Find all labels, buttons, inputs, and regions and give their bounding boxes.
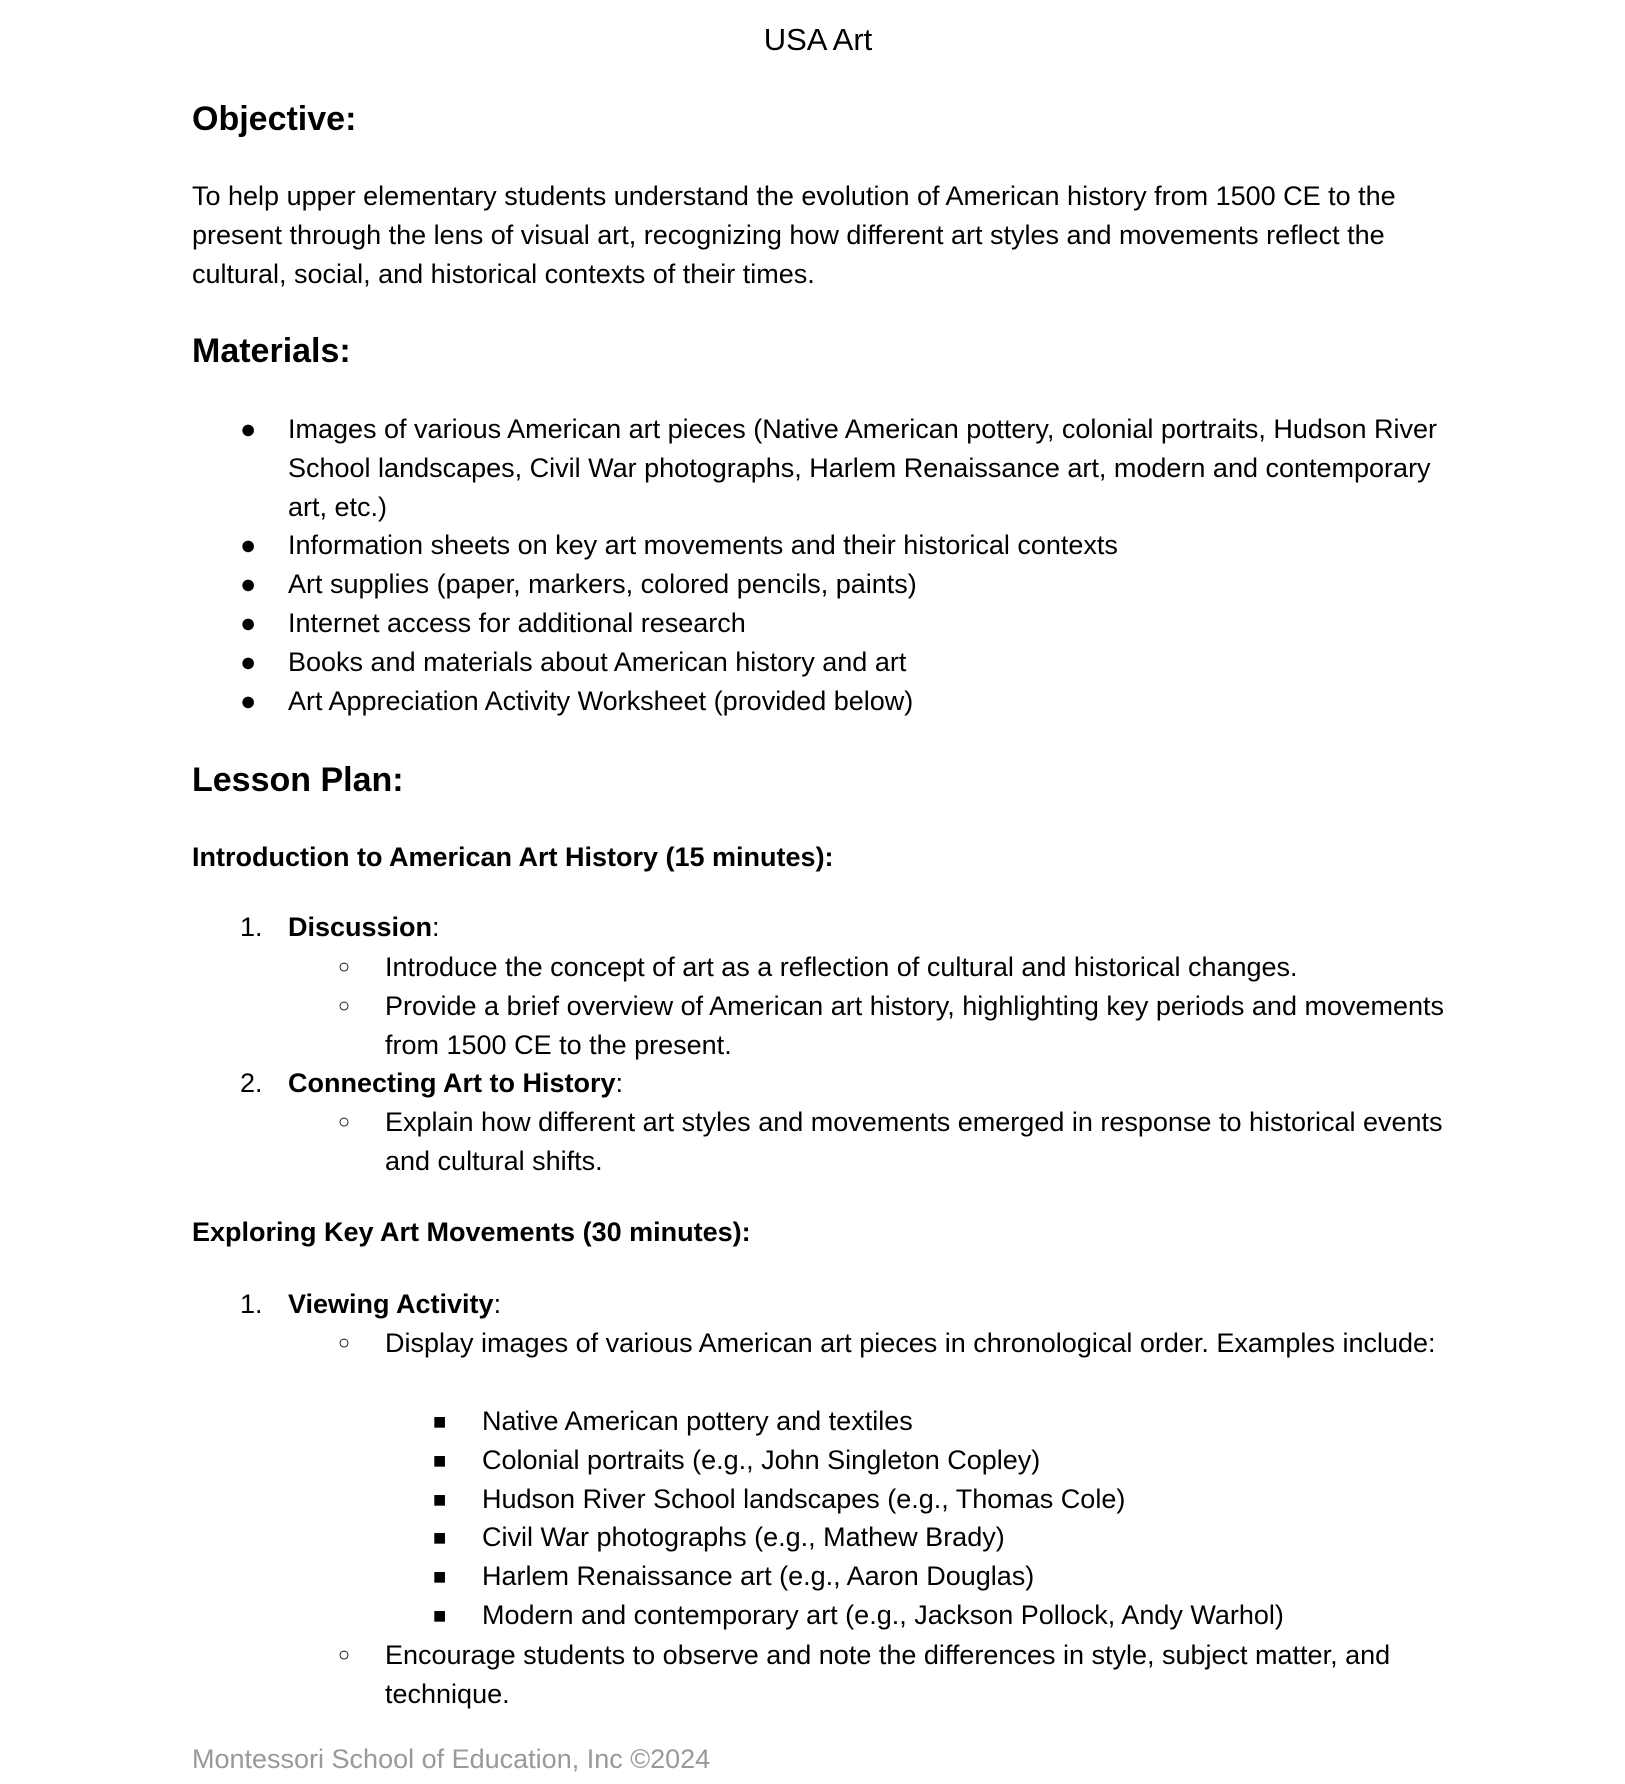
square-bullet-icon: ■ xyxy=(433,1448,447,1473)
bullet-icon: ● xyxy=(240,530,257,560)
list-item: Art Appreciation Activity Worksheet (provided below) xyxy=(288,686,914,716)
list-item: Books and materials about American history and art xyxy=(288,647,907,677)
bullet-icon: ● xyxy=(240,686,257,716)
list-item: Art supplies (paper, markers, colored pencils, paints) xyxy=(288,569,917,599)
step-title xyxy=(288,908,1448,947)
materials-heading: Materials: xyxy=(192,332,351,370)
colon: : xyxy=(615,1068,624,1098)
example-item: Modern and contemporary art (e.g., Jackson Pollock, Andy Warhol) xyxy=(482,1600,1284,1630)
example-item: Native American pottery and textiles xyxy=(482,1406,913,1436)
circle-bullet-icon: ○ xyxy=(338,1644,351,1666)
list-item: Provide a brief overview of American art history, highlighting key periods and movements from 1500 CE to the present. xyxy=(385,991,1445,1060)
list-item: Images of various American art pieces (Native American pottery, colonial portraits, Hudson River School landscapes, Civil War photographs, Harlem Renaissance art, modern and contemporary art, etc.) xyxy=(288,414,1437,522)
square-bullet-icon: ■ xyxy=(433,1409,447,1434)
explore-heading: Exploring Key Art Movements (30 minutes): xyxy=(192,1217,751,1247)
circle-bullet-icon: ○ xyxy=(338,1111,351,1133)
bullet-icon: ● xyxy=(240,608,257,638)
bullet-icon: ● xyxy=(240,414,257,444)
step-label: Viewing Activity xyxy=(288,1289,494,1319)
list-item: Internet access for additional research xyxy=(288,608,746,638)
circle-bullet-icon: ○ xyxy=(338,995,351,1017)
list-item: Encourage students to observe and note the differences in style, subject matter, and technique. xyxy=(385,1640,1391,1709)
square-bullet-icon: ■ xyxy=(433,1525,447,1550)
footer-copyright: Montessori School of Education, Inc ©2024 xyxy=(192,1744,711,1774)
bullet-icon: ● xyxy=(240,647,257,677)
circle-bullet-icon: ○ xyxy=(338,956,351,978)
square-bullet-icon: ■ xyxy=(433,1487,447,1512)
step-title xyxy=(288,1064,1448,1103)
step-number: 2. xyxy=(240,1068,263,1098)
bullet-icon: ● xyxy=(240,569,257,599)
list-item: Information sheets on key art movements and their historical contexts xyxy=(288,530,1118,560)
document-title: USA Art xyxy=(763,22,873,57)
square-bullet-icon: ■ xyxy=(433,1603,447,1628)
list-item: Introduce the concept of art as a reflection of cultural and historical changes. xyxy=(385,952,1298,982)
colon: : xyxy=(432,912,440,942)
example-item: Hudson River School landscapes (e.g., Thomas Cole) xyxy=(482,1484,1126,1514)
list-item: Display images of various American art pieces in chronological order. Examples include: xyxy=(385,1328,1436,1358)
square-bullet-icon: ■ xyxy=(433,1564,447,1589)
step-label: Connecting Art to History xyxy=(288,1068,616,1098)
objective-heading: Objective: xyxy=(192,100,357,138)
example-item: Colonial portraits (e.g., John Singleton Copley) xyxy=(482,1445,1041,1475)
list-item: Explain how different art styles and movements emerged in response to historical events and cultural shifts. xyxy=(385,1107,1443,1176)
step-label: Discussion xyxy=(288,912,433,942)
intro-heading: Introduction to American Art History (15 minutes): xyxy=(192,842,834,872)
step-title xyxy=(288,1285,1448,1324)
step-number: 1. xyxy=(240,912,263,942)
example-item: Civil War photographs (e.g., Mathew Brady) xyxy=(482,1522,1005,1552)
colon: : xyxy=(493,1289,502,1319)
example-item: Harlem Renaissance art (e.g., Aaron Douglas) xyxy=(482,1561,1035,1591)
step-number: 1. xyxy=(240,1289,263,1319)
lesson-plan-heading: Lesson Plan: xyxy=(192,761,404,799)
objective-text: To help upper elementary students understand the evolution of American history from 1500 CE to the present through the lens of visual art, recognizing how different art styles and movements reflect the cultural, social, and historical contexts of their times. xyxy=(192,181,1396,289)
circle-bullet-icon: ○ xyxy=(338,1332,351,1354)
